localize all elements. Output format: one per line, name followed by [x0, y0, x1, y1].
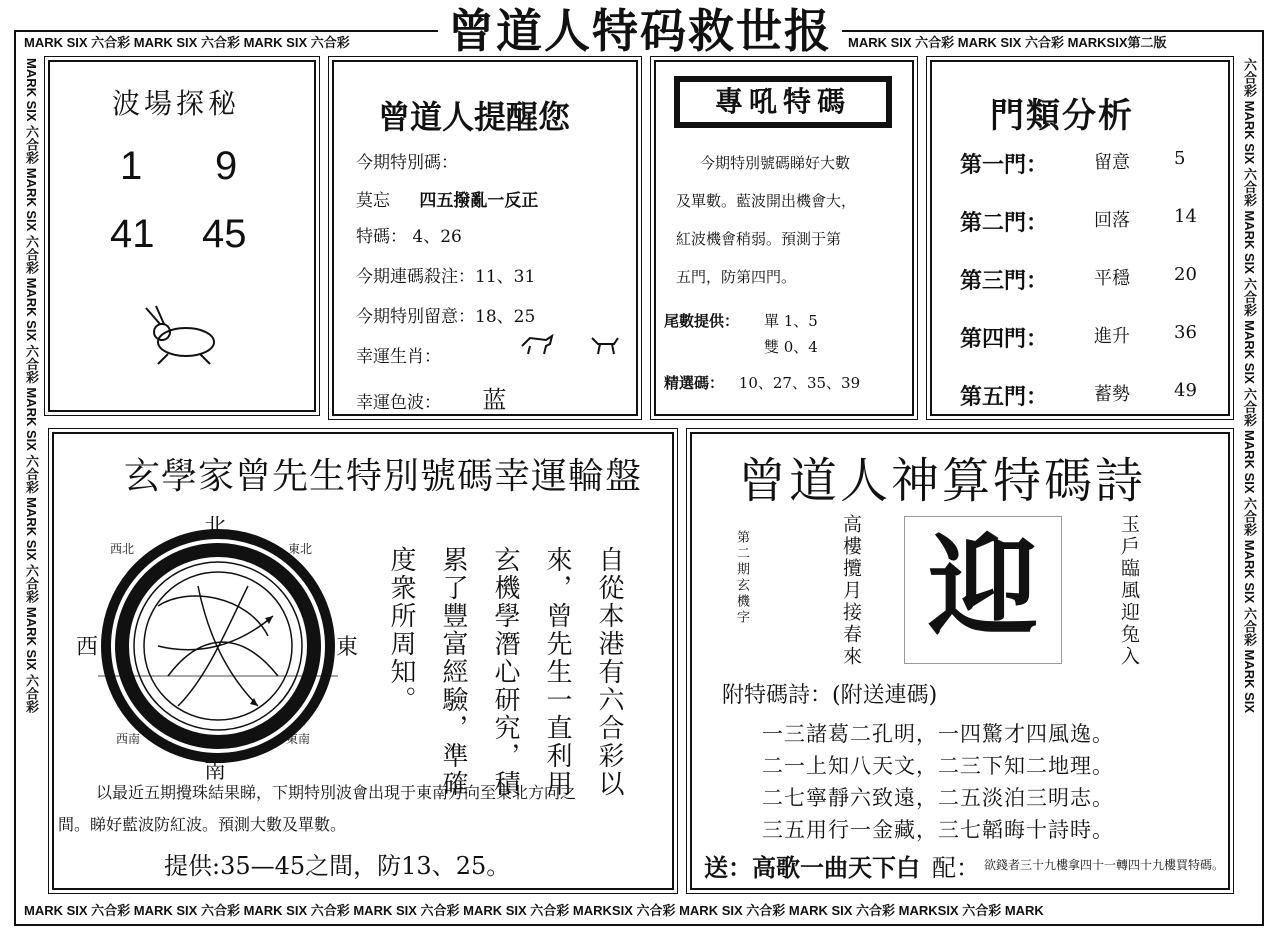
gate-num: 49: [1174, 380, 1197, 401]
wheel-provide: 提供:35—45之間，防13、25。: [164, 852, 511, 880]
reminder-line-5: 今期特別留意：18、25: [356, 307, 536, 327]
poem-line: 三五用行一金藏，三七韜晦十詩時。: [762, 818, 1114, 842]
tail-label: 尾數提供：: [664, 312, 740, 330]
special-heading: 專吼特碼: [674, 76, 892, 128]
special-para-4: 五門，防第四門。: [676, 268, 797, 286]
border-bottom: MARK SIX 六合彩 MARK SIX 六合彩 MARK SIX 六合彩 MARK SIX 六合彩 MARK SIX 六合彩 MARKSIX 六合彩 MARK SIX 六合彩 MARK SIX 六合彩 MARKSIX 六合彩 MARK: [24, 903, 1044, 918]
special-para-3: 紅波機會稍弱。預測于第: [676, 230, 842, 248]
gate-word: 進升: [1094, 326, 1130, 347]
rabbit-icon: [138, 302, 228, 372]
gate-word: 留意: [1094, 152, 1130, 173]
pair-value: 欲錢者三十九樓拿四十一轉四十九樓買特碼。: [984, 858, 1225, 872]
lucky-color-value: 蓝: [482, 386, 507, 414]
tail-single: 單 1、5: [764, 312, 818, 330]
gates-box: [930, 60, 1230, 416]
special-para-2: 及單數。藍波開出機會大，: [676, 192, 857, 210]
wheel-text-column: 累了豐富經驗，準確: [438, 546, 468, 798]
gate-label: 第三門：: [960, 268, 1049, 294]
dir-north: 北: [204, 515, 227, 540]
gate-word: 平穩: [1094, 268, 1130, 289]
gate-num: 36: [1174, 322, 1197, 343]
wheel-box: [52, 432, 674, 890]
wheel-text-column: 度衆所周知。: [386, 546, 416, 714]
send-line: 送：高歌一曲天下白: [704, 853, 920, 882]
wheel-note-2: 間。睇好藍波防紅波。預測大數及單數。: [58, 815, 347, 834]
reminder-line-2-label: 莫忘: [356, 191, 390, 211]
special-box: [654, 60, 914, 416]
select-label: 精選碼：: [664, 374, 725, 392]
zodiac-goat-icon: [588, 332, 622, 356]
gate-word: 回落: [1094, 210, 1130, 231]
wave-num-3: 41: [110, 212, 155, 256]
riddle-label: 第二期玄機字: [734, 530, 749, 626]
reminder-line-3: 特碼： 4、26: [356, 227, 462, 247]
wave-num-2: 9: [215, 144, 238, 188]
gate-label: 第五門：: [960, 384, 1049, 410]
reminder-line-7-label: 幸運色波：: [356, 393, 441, 413]
poem-line: 二一上知八天文，二三下知二地理。: [762, 754, 1114, 778]
poem-attach: 附特碼詩：(附送連碼): [722, 683, 938, 708]
wave-num-4: 45: [202, 212, 247, 256]
dir-east: 東: [336, 635, 359, 660]
reminder-line-6: 幸運生肖：: [356, 347, 441, 367]
edition-label: 第二版: [1127, 35, 1167, 50]
gate-num: 20: [1174, 264, 1197, 285]
border-top-right-text: MARK SIX 六合彩 MARK SIX 六合彩 MARKSIX: [848, 35, 1128, 50]
wheel-heading: 玄學家曾先生特別號碼幸運輪盤: [124, 456, 643, 497]
gates-heading: 門類分析: [990, 96, 1134, 136]
border-left: MARK SIX 六合彩 MARK SIX 六合彩 MARK SIX 六合彩 MARK SIX 六合彩 MARK SIX 六合彩 MARK SIX 六合彩: [24, 58, 39, 714]
gate-label: 第二門：: [960, 210, 1049, 236]
poem-line: 二七寧靜六致遠，二五淡泊三明志。: [762, 786, 1114, 810]
wave-box: [48, 60, 316, 412]
gate-label: 第一門：: [960, 152, 1049, 178]
border-top-left: MARK SIX 六合彩 MARK SIX 六合彩 MARK SIX 六合彩: [24, 35, 350, 50]
wheel-text-column: 自從本港有六合彩以: [594, 546, 624, 798]
riddle-right: 玉戶臨風迎兔入: [1118, 514, 1140, 668]
reminder-box: [332, 60, 638, 416]
reminder-heading: 曾道人提醒您: [378, 98, 571, 136]
reminder-line-7: [356, 380, 506, 415]
dir-west: 西: [76, 635, 99, 660]
wheel-note-1: 以最近五期攪珠結果睇，下期特別波會出現于東南方向至東北方向之: [96, 783, 577, 802]
big-character: 迎: [904, 516, 1062, 664]
wave-heading: 波場探秘: [112, 87, 241, 120]
reminder-line-2-value: 四五撥亂一反正: [419, 191, 539, 211]
wheel-text-column: 來，曾先生一直利用: [542, 546, 572, 798]
dir-southeast: 東南: [286, 732, 311, 746]
page-title: 曾道人特码救世报: [438, 4, 842, 58]
pair-label: 配：: [932, 854, 980, 882]
wave-num-1: 1: [120, 144, 143, 188]
gate-num: 14: [1174, 206, 1197, 227]
zodiac-horse-icon: [520, 332, 554, 356]
select-value: 10、27、35、39: [738, 374, 861, 392]
wheel-text-column: 玄機學潛心研究，積: [490, 546, 520, 798]
reminder-line-4: 今期連碼殺注：11、31: [356, 267, 536, 287]
gate-word: 蓄勢: [1094, 384, 1130, 405]
select-row: [664, 372, 860, 393]
special-para-1: 今期特別號碼睇好大數: [700, 154, 851, 172]
riddle-left: 高樓攬月接春來: [840, 514, 862, 668]
tail-double: 雙 0、4: [764, 338, 818, 356]
reminder-line-1: 今期特別碼：: [356, 153, 458, 173]
border-top-right: [848, 34, 1258, 52]
poem-box: [690, 432, 1230, 890]
gate-label: 第四門：: [960, 326, 1049, 352]
reminder-line-2: [356, 186, 538, 211]
dir-south: 南: [204, 759, 227, 784]
poem-line: 一三諸葛二孔明，一四驚才四風逸。: [762, 722, 1114, 746]
dir-northwest: 西北: [110, 542, 135, 556]
border-right: 六合彩 MARK SIX 六合彩 MARK SIX 六合彩 MARK SIX 六合彩 MARK SIX 六合彩 MARK SIX 六合彩 MARK SIX: [1242, 58, 1257, 714]
gate-num: 5: [1174, 148, 1186, 169]
dir-southwest: 西南: [116, 732, 141, 746]
poem-heading: 曾道人神算特碼詩: [738, 453, 1147, 509]
dir-northeast: 東北: [288, 542, 313, 556]
